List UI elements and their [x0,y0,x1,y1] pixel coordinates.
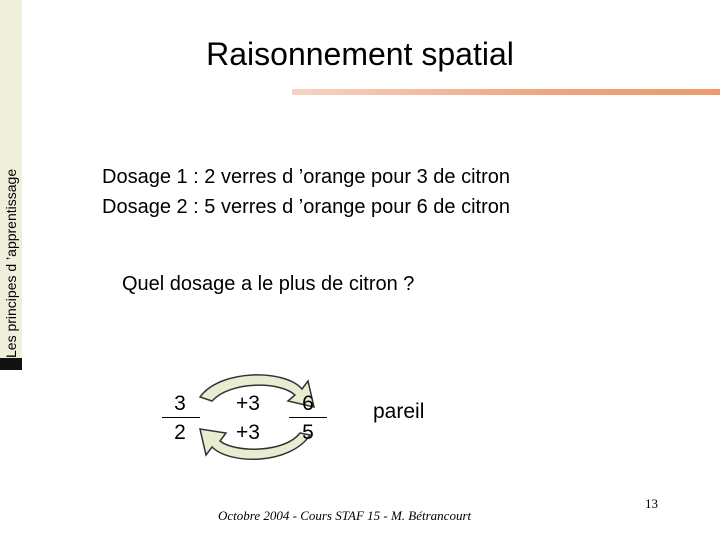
question-text: Quel dosage a le plus de citron ? [122,273,415,295]
fraction-right-numerator: 6 [302,392,314,415]
fraction-left-numerator: 3 [174,392,186,415]
slide-title: Raisonnement spatial [206,36,514,72]
sidebar-rule [0,358,22,370]
title-underline [292,89,720,95]
fraction-right-bar [289,417,327,418]
page-number: 13 [645,496,658,511]
fraction-right-denominator: 5 [302,421,314,444]
footer-text: Octobre 2004 - Cours STAF 15 - M. Bétrancourt [218,508,472,523]
fraction-left-bar [162,417,200,418]
dosage-2-text: Dosage 2 : 5 verres d ’orange pour 6 de citron [102,196,511,218]
operation-bottom: +3 [236,421,260,444]
conclusion-text: pareil [373,400,425,423]
fraction-left-denominator: 2 [174,421,186,444]
sidebar-label: Les principes d ’apprentissage [3,168,19,358]
operation-top: +3 [236,392,260,415]
dosage-1-text: Dosage 1 : 2 verres d ’orange pour 3 de citron [102,166,511,188]
